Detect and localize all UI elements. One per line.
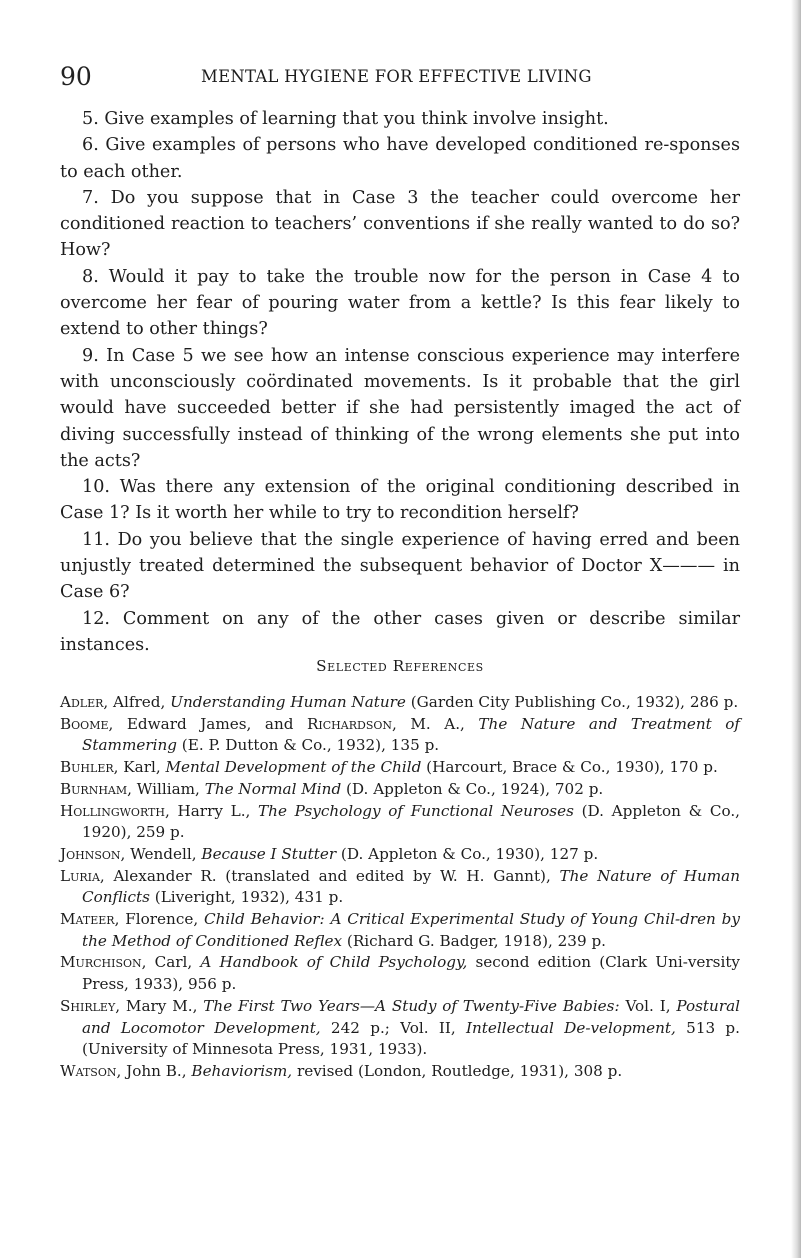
- reference-title: Behaviorism,: [191, 1061, 293, 1080]
- reference-publisher: (Garden City Publishing Co., 1932), 286 p.: [405, 693, 739, 711]
- reference-author: Adler,: [60, 693, 109, 711]
- reference-author: Buhler,: [60, 758, 119, 777]
- question-list: [60, 106, 740, 658]
- reference-publisher: (Richard G. Badger, 1918), 239 p.: [342, 931, 607, 950]
- reference-entry: [60, 844, 740, 866]
- reference-publisher: (D. Appleton & Co., 1924), 702 p.: [341, 779, 604, 798]
- reference-author: Burnham,: [60, 779, 132, 798]
- reference-title: Child Behavior: A Critical Experimental Study of Young Chil-dren by the Method of Conditioned Reflex: [82, 910, 740, 950]
- reference-entry: [60, 714, 740, 757]
- reference-title: The Nature of Human Conflicts: [82, 866, 740, 907]
- reference-detail: M. A.,: [396, 714, 479, 733]
- reference-author: Johnson,: [60, 844, 126, 863]
- reference-publisher: (E. P. Dutton & Co., 1932), 135 p.: [176, 736, 440, 755]
- reference-detail: William,: [131, 779, 205, 798]
- reference-entry: [60, 909, 740, 952]
- reference-author: Boome,: [60, 714, 114, 733]
- reference-entry: [60, 996, 740, 1061]
- page-header: [60, 62, 750, 92]
- reference-title: A Handbook of Child Psychology,: [200, 953, 468, 972]
- reference-publisher: second edition (Clark Uni-versity Press, 1933), 956 p.: [82, 953, 741, 994]
- reference-detail: Wendell,: [125, 844, 202, 863]
- reference-title: Intellectual De-velopment,: [466, 1018, 676, 1037]
- reference-author: Hollingworth,: [60, 801, 170, 820]
- reference-coauthor: Richardson,: [306, 714, 397, 733]
- reference-detail: Mary M.,: [120, 996, 204, 1015]
- reference-publisher: 513 p. (University of Minnesota Press, 1931, 1933).: [82, 1018, 740, 1059]
- reference-title: Because I Stutter: [201, 844, 337, 863]
- reference-title: The Normal Mind: [204, 779, 342, 798]
- reference-detail: Alfred,: [108, 693, 171, 711]
- reference-author: Mateer,: [60, 910, 120, 929]
- question-item: 8. Would it pay to take the trouble now for the person in Case 4 to overcome her fear of pouring water from a kettle? Is this fear likely to extend to other things?: [60, 266, 740, 340]
- question-item: 9. In Case 5 we see how an intense conscious experience may interfere with unconsciously coördinated movements. Is it probable that the girl would have succeeded better if she had persistently imaged the act of diving successfully instead of thinking of the wrong elements she put into the acts?: [60, 345, 740, 471]
- reference-author: Murchison,: [60, 953, 147, 972]
- question-item: 6. Give examples of persons who have developed conditioned re-sponses to each other.: [60, 135, 740, 182]
- reference-detail: Carl,: [146, 953, 201, 972]
- reference-title: Postural and Locomotor Development,: [82, 996, 740, 1037]
- reference-entry: [60, 692, 740, 714]
- reference-list: [60, 692, 740, 1083]
- reference-author: Watson,: [60, 1061, 122, 1080]
- reference-entry: [60, 757, 740, 779]
- page-number: 90: [60, 62, 92, 91]
- references-heading: Selected References: [316, 657, 484, 675]
- reference-title: The Nature and Treatment of Stammering: [82, 714, 740, 755]
- reference-publisher: Vol. I,: [619, 996, 677, 1015]
- page-edge-shadow: [791, 0, 801, 1258]
- reference-entry: [60, 1061, 740, 1083]
- question-item: 11. Do you believe that the single experience of having erred and been unjustly treated determined the subsequent behavior of Doctor X——— in Case 6?: [60, 529, 740, 603]
- reference-publisher: (Harcourt, Brace & Co., 1930), 170 p.: [421, 758, 718, 777]
- question-item: 10. Was there any extension of the original conditioning described in Case 1? Is it worth her while to try to recondition herself?: [60, 477, 740, 524]
- reference-entry: [60, 779, 740, 801]
- reference-title: Understanding Human Nature: [170, 693, 406, 711]
- reference-publisher: (D. Appleton & Co., 1920), 259 p.: [82, 801, 741, 842]
- question-item: 5. Give examples of learning that you think involve insight.: [82, 109, 609, 129]
- question-item: 7. Do you suppose that in Case 3 the teacher could overcome her conditioned reaction to teachers’ conventions if she really wanted to do so? How?: [60, 187, 740, 261]
- reference-entry: [60, 952, 740, 995]
- reference-entry: [60, 866, 740, 909]
- question-item: 12. Comment on any of the other cases given or describe similar instances.: [60, 608, 740, 655]
- reference-detail: Edward James, and: [113, 714, 307, 733]
- reference-detail: John B.,: [121, 1061, 192, 1080]
- reference-title: The First Two Years—A Study of Twenty-Five Babies:: [203, 996, 620, 1015]
- reference-title: The Psychology of Functional Neuroses: [258, 801, 574, 820]
- reference-detail: Harry L.,: [169, 801, 259, 820]
- reference-publisher: 242 p.; Vol. II,: [320, 1018, 466, 1037]
- reference-detail: Alexander R. (translated and edited by W. H. Gannt),: [104, 866, 560, 885]
- reference-author: Luria,: [60, 866, 105, 885]
- running-head: MENTAL HYGIENE FOR EFFECTIVE LIVING: [201, 67, 592, 86]
- reference-entry: [60, 801, 740, 844]
- reference-publisher: (D. Appleton & Co., 1930), 127 p.: [336, 844, 599, 863]
- reference-publisher: (Liveright, 1932), 431 p.: [149, 888, 344, 907]
- reference-author: Shirley,: [60, 996, 121, 1015]
- reference-detail: Florence,: [119, 910, 204, 929]
- reference-detail: Karl,: [118, 758, 166, 777]
- reference-title: Mental Development of the Child: [165, 758, 422, 777]
- reference-publisher: revised (London, Routledge, 1931), 308 p.: [292, 1061, 623, 1080]
